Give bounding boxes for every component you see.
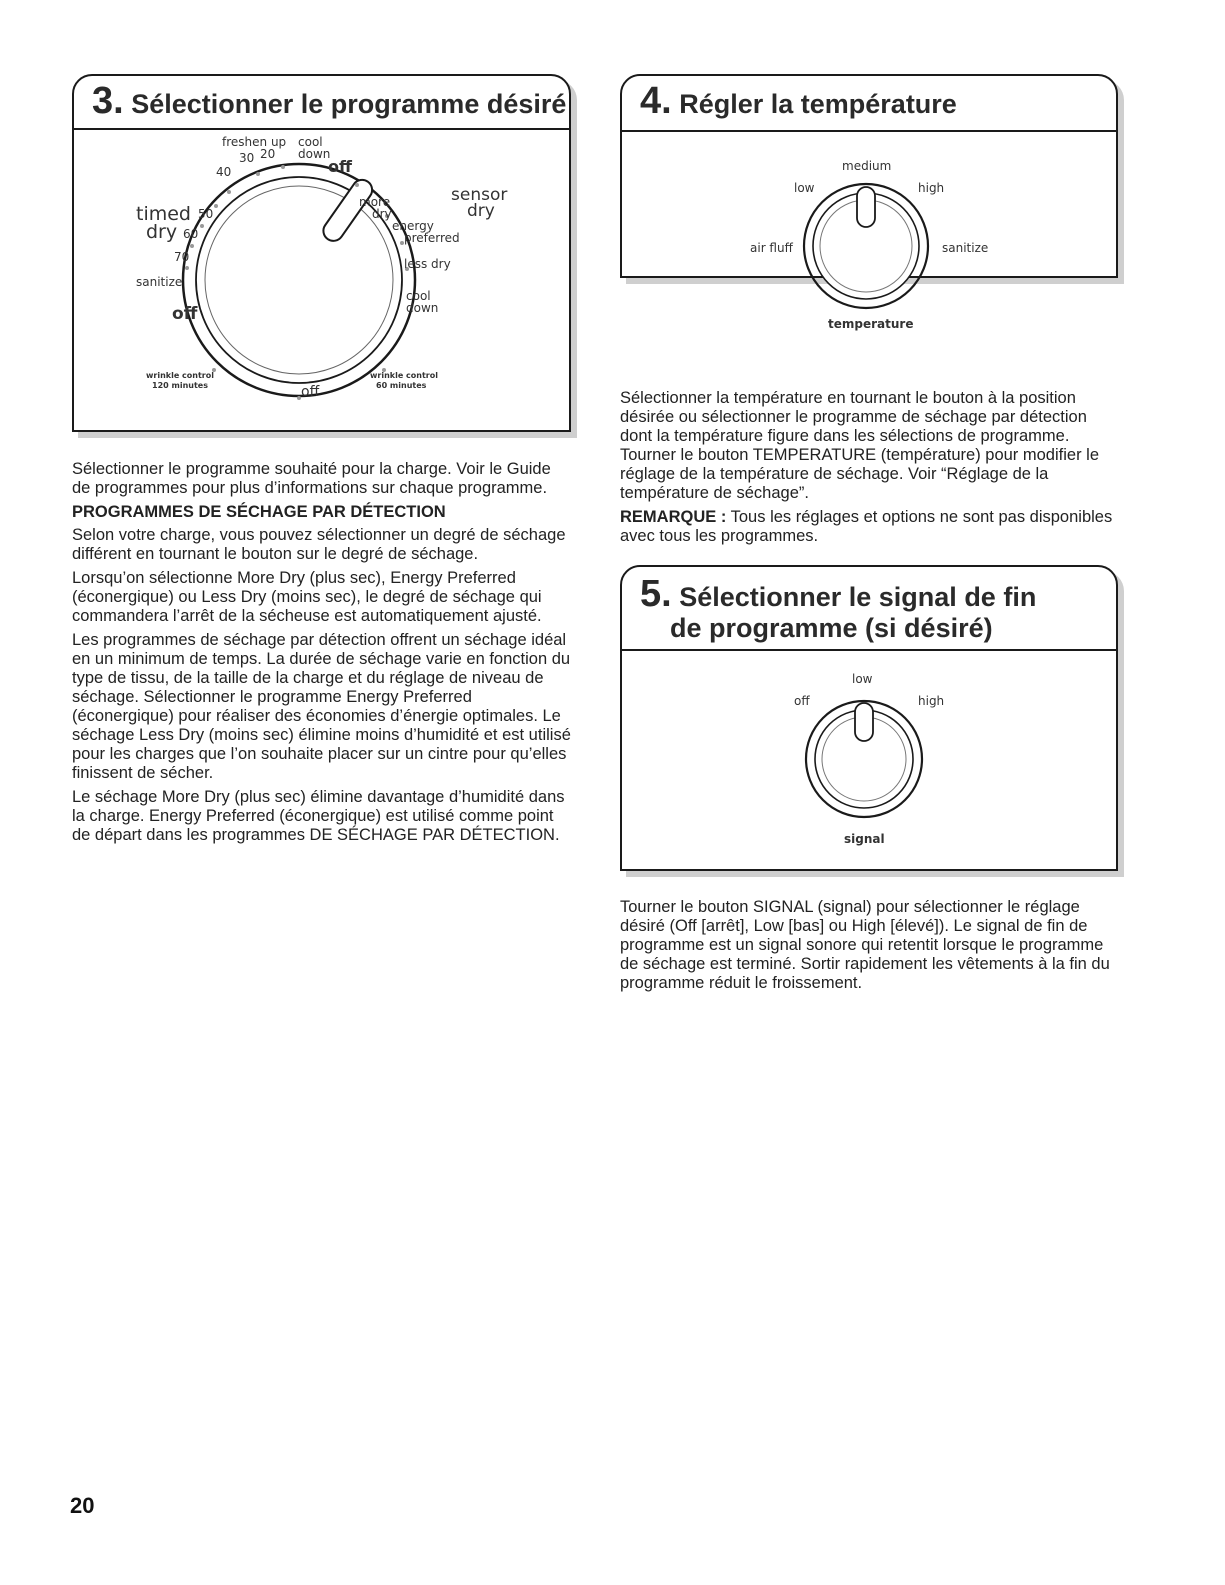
section-3-title bbox=[92, 80, 567, 122]
label-60-minutes: 60 bbox=[183, 227, 199, 241]
label-energy-preferred-1: energy bbox=[392, 219, 434, 233]
cycle-dial-figure bbox=[74, 130, 569, 430]
signal-label-low: low bbox=[852, 672, 873, 686]
label-off-left: off bbox=[172, 304, 198, 324]
sensing-paragraph-4: Le séchage More Dry (plus sec) élimine davantage d’humidité dans la charge. Energy Preferred (éconergique) est utilisé comme point de départ dans les programmes DE SÉCHAGE PAR DÉTECTION. bbox=[72, 788, 565, 844]
note-label: REMARQUE : bbox=[620, 508, 727, 526]
label-wrinkle-120-2: 120 minutes bbox=[152, 381, 208, 390]
label-40-minutes: 40 bbox=[216, 165, 232, 179]
temp-label-medium: medium bbox=[842, 159, 892, 173]
temperature-dial-figure bbox=[622, 132, 1116, 331]
signal-dial-caption: signal bbox=[844, 832, 885, 846]
label-cool-down-right-1: cool bbox=[406, 289, 431, 303]
label-sensor-dry-2: dry bbox=[467, 201, 495, 221]
label-20-minutes: 20 bbox=[260, 147, 276, 161]
signal-label-high: high bbox=[918, 694, 945, 708]
signal-dial-pointer bbox=[855, 703, 873, 741]
section-5-title-text-1: Sélectionner le signal de fin bbox=[679, 582, 1037, 612]
label-50-minutes: 50 bbox=[198, 207, 214, 221]
label-sanitize: sanitize bbox=[136, 275, 183, 289]
label-cool-down-top-2: down bbox=[298, 147, 331, 161]
label-less-dry: less dry bbox=[404, 257, 451, 271]
section-3-intro: Sélectionner le programme souhaité pour la charge. Voir le Guide de programmes pour plus d’informations sur chaque programme. bbox=[72, 460, 551, 497]
section-5-text bbox=[620, 898, 1120, 998]
section-5-panel bbox=[620, 565, 1118, 871]
section-5-number: 5. bbox=[640, 573, 672, 615]
label-off-bottom: off bbox=[301, 384, 320, 400]
label-70-minutes: 70 bbox=[174, 250, 190, 264]
section-4-title-text: Régler la température bbox=[679, 89, 957, 119]
signal-dial-figure bbox=[622, 651, 1116, 869]
temperature-note bbox=[620, 508, 1120, 546]
cycle-dial-illustration bbox=[74, 130, 569, 430]
section-4-panel bbox=[620, 74, 1118, 331]
section-3-number: 3. bbox=[92, 80, 124, 122]
label-energy-preferred-2: preferred bbox=[404, 231, 460, 245]
section-4-title bbox=[640, 80, 957, 122]
temp-label-low: low bbox=[794, 181, 815, 195]
label-30-minutes: 30 bbox=[239, 151, 255, 165]
sensing-paragraph-2: Lorsqu’on sélectionne More Dry (plus sec), Energy Preferred (éconergique) ou Less Dry (moins sec), le degré de séchage qui commandera l’arrêt de la sécheuse est automatiquement ajusté. bbox=[72, 569, 542, 625]
sensing-paragraph-1: Selon votre charge, vous pouvez sélectionner un degré de séchage différent en tournant le bouton sur le degré de séchage. bbox=[72, 526, 566, 563]
page-number: 20 bbox=[70, 1493, 95, 1518]
temp-dial-caption: temperature bbox=[828, 317, 914, 331]
temp-label-air-fluff: air fluff bbox=[750, 241, 793, 255]
section-3-text bbox=[72, 460, 572, 850]
label-timed-dry-1: timed bbox=[136, 203, 191, 225]
temp-label-high: high bbox=[918, 181, 945, 195]
temperature-paragraph: Sélectionner la température en tournant le bouton à la position désirée ou sélectionner le programme de séchage par détection dont la température figure dans les sélections de programme. Tourner le bouton TEMPERATURE (température) pour modifier le réglage de la température de séchage. Voir “Réglage de la température de séchage”. bbox=[620, 389, 1099, 502]
temperature-dial-illustration bbox=[622, 132, 1116, 331]
section-3-header bbox=[74, 76, 569, 130]
section-5-title-text-2: de programme (si désiré) bbox=[670, 613, 993, 643]
signal-dial-illustration bbox=[622, 651, 1116, 869]
section-5-header bbox=[622, 567, 1116, 651]
temp-label-sanitize: sanitize bbox=[942, 241, 989, 255]
label-wrinkle-60-1: wrinkle control bbox=[370, 371, 438, 380]
label-freshen-up: freshen up bbox=[222, 135, 287, 149]
label-cool-down-right-2: down bbox=[406, 301, 439, 315]
label-timed-dry-2: dry bbox=[146, 221, 178, 243]
label-off-top: off bbox=[328, 157, 352, 176]
label-more-dry-2: dry bbox=[372, 207, 392, 221]
signal-label-off: off bbox=[794, 694, 810, 708]
section-5-title-line-1 bbox=[640, 573, 1037, 615]
label-more-dry-1: more bbox=[359, 195, 391, 209]
label-sensor-dry-1: sensor bbox=[451, 185, 508, 205]
label-wrinkle-120-1: wrinkle control bbox=[146, 371, 214, 380]
section-4-header bbox=[622, 76, 1116, 132]
section-3-title-text: Sélectionner le programme désiré bbox=[131, 89, 567, 119]
sensing-cycles-heading: PROGRAMMES DE SÉCHAGE PAR DÉTECTION bbox=[72, 503, 446, 521]
signal-paragraph: Tourner le bouton SIGNAL (signal) pour sélectionner le réglage désiré (Off [arrêt], Low [bas] ou High [élevé]). Le signal de fin de programme est un signal sonore qui retentit lorsque le programme de séchage est terminé. Sortir rapidement les vêtements à la fin du programme réduit le froissement. bbox=[620, 898, 1110, 992]
section-4-text bbox=[620, 389, 1120, 551]
label-cool-down-top-1: cool bbox=[298, 135, 323, 149]
temp-dial-pointer bbox=[857, 187, 875, 227]
section-3-panel bbox=[72, 74, 571, 432]
section-4-number: 4. bbox=[640, 80, 672, 122]
label-wrinkle-60-2: 60 minutes bbox=[376, 381, 427, 390]
sensing-paragraph-3: Les programmes de séchage par détection offrent un séchage idéal en un minimum de temps. La durée de séchage varie en fonction du type de tissu, de la taille de la charge et du réglage de niveau de séchage. Sélectionner le programme Energy Preferred (éconergique) pour réaliser des économies d’énergie optimales. Le séchage Less Dry (moins sec) élimine moins d’humidité et est utilisé pour les charges que l’on souhaite placer sur un cintre pour qu’elles finissent de sécher. bbox=[72, 631, 571, 782]
note-text: Tous les réglages et options ne sont pas disponibles avec tous les programmes. bbox=[620, 508, 1113, 545]
section-5-title-line-2 bbox=[670, 613, 993, 644]
